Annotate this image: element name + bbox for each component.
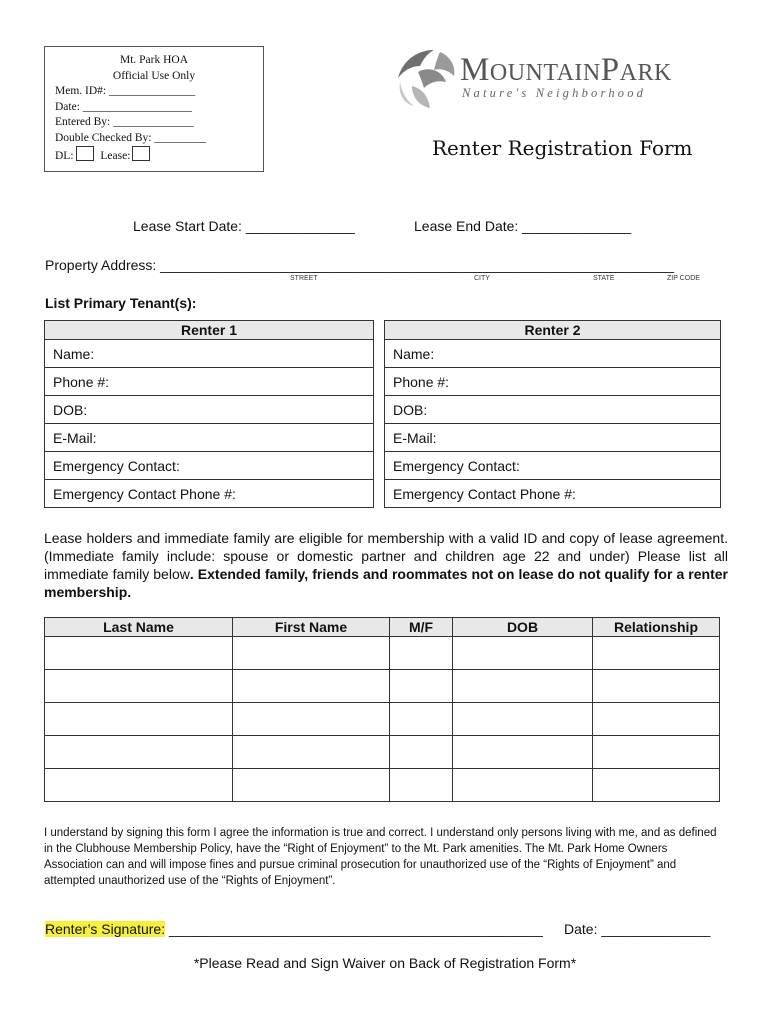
city-caption: CITY — [474, 275, 490, 282]
family-cell[interactable] — [45, 736, 233, 769]
renter-row — [385, 368, 721, 396]
family-cell[interactable] — [453, 769, 593, 802]
family-row — [45, 637, 720, 670]
renter-1-field[interactable]: Phone #: — [45, 368, 374, 396]
signature-row — [45, 921, 543, 937]
family-cell[interactable] — [233, 670, 390, 703]
signature-line[interactable]: ________________________________________________ — [165, 921, 543, 937]
renter-row — [385, 396, 721, 424]
renter-2-field[interactable]: Phone #: — [385, 368, 721, 396]
family-cell[interactable] — [233, 769, 390, 802]
family-cell[interactable] — [45, 637, 233, 670]
family-cell[interactable] — [593, 703, 720, 736]
family-row — [45, 736, 720, 769]
family-cell[interactable] — [453, 637, 593, 670]
renter-1-field[interactable]: Emergency Contact Phone #: — [45, 480, 374, 508]
family-row — [45, 670, 720, 703]
dl-label: DL: — [55, 150, 74, 162]
member-id-field[interactable]: Mem. ID#: _______________ — [55, 85, 196, 97]
family-cell[interactable] — [390, 736, 453, 769]
renter-row — [45, 340, 374, 368]
state-caption: STATE — [593, 275, 615, 282]
renter-row — [385, 340, 721, 368]
family-row — [45, 703, 720, 736]
family-cell[interactable] — [233, 637, 390, 670]
renter-2-field[interactable]: Emergency Contact Phone #: — [385, 480, 721, 508]
renter-1-table — [44, 320, 374, 508]
family-cell[interactable] — [593, 736, 720, 769]
mountain-logo-icon — [394, 48, 458, 114]
eligibility-paragraph — [44, 529, 728, 601]
renter-row — [45, 424, 374, 452]
eligibility-text: Lease holders and immediate family are eligible for membership with a valid ID and copy of lease agreement. (Immediate family include: spouse or domestic partner and children age 22 and under) Please list all immediate family below — [44, 530, 728, 582]
family-cell[interactable] — [45, 670, 233, 703]
dl-checkbox[interactable] — [76, 146, 94, 161]
lease-label: Lease: — [100, 150, 131, 162]
family-cell[interactable] — [453, 670, 593, 703]
family-cell[interactable] — [593, 637, 720, 670]
dl-lease-row — [55, 146, 263, 165]
renter-1-field[interactable]: DOB: — [45, 396, 374, 424]
family-row — [45, 769, 720, 802]
official-title: Mt. Park HOA — [119, 54, 189, 66]
family-cell[interactable] — [233, 703, 390, 736]
zip-caption: ZIP CODE — [667, 275, 700, 282]
renter-2-field[interactable]: DOB: — [385, 396, 721, 424]
official-date-field[interactable]: Date: ___________________ — [55, 100, 193, 113]
renter-row — [45, 452, 374, 480]
entered-by-field[interactable]: Entered By: ______________ — [55, 116, 194, 128]
family-column-header: Relationship — [593, 618, 720, 637]
street-caption: STREET — [290, 275, 318, 282]
official-subtitle: Official Use Only — [112, 69, 196, 82]
official-use-box — [44, 46, 264, 172]
renter-2-header: Renter 2 — [385, 321, 721, 340]
agreement-text: I understand by signing this form I agree the information is true and correct. I understand only persons living with me, and as defined in the Clubhouse Membership Policy, have the “Right of Enjoyment” to the Mt. Park amenities. The Mt. Park Home Owners Association can and will impose fines and pursue criminal prosecution for unauthorized use of the “Rights of Enjoyment” and attempted unauthorized use of the “Rights of Enjoyment”. — [44, 827, 717, 887]
form-title: Renter Registration Form — [432, 136, 693, 160]
family-cell[interactable] — [390, 637, 453, 670]
family-cell[interactable] — [390, 703, 453, 736]
family-cell[interactable] — [593, 670, 720, 703]
signature-label: Renter’s Signature: — [45, 921, 166, 937]
renter-1-field[interactable]: Emergency Contact: — [45, 452, 374, 480]
renter-2-field[interactable]: Emergency Contact: — [385, 452, 721, 480]
family-column-header: First Name — [233, 618, 390, 637]
family-cell[interactable] — [233, 736, 390, 769]
renter-row — [45, 368, 374, 396]
renter-1-header: Renter 1 — [45, 321, 374, 340]
brand-tagline: Nature's Neighborhood — [462, 86, 647, 100]
family-cell[interactable] — [453, 703, 593, 736]
renter-1-field[interactable]: Name: — [45, 340, 374, 368]
family-column-header: M/F — [390, 618, 453, 637]
renter-row — [385, 452, 721, 480]
double-checked-field[interactable]: Double Checked By: _________ — [55, 131, 207, 144]
family-column-header: DOB — [453, 618, 593, 637]
renter-2-table — [384, 320, 721, 508]
waiver-footer: *Please Read and Sign Waiver on Back of Registration Form* — [193, 955, 577, 971]
renter-row — [45, 480, 374, 508]
property-address-field[interactable]: Property Address: __________________________________________________________________ — [45, 257, 675, 273]
tenants-heading: List Primary Tenant(s): — [45, 295, 197, 311]
family-cell[interactable] — [453, 736, 593, 769]
renter-row — [385, 424, 721, 452]
family-cell[interactable] — [390, 670, 453, 703]
renter-2-field[interactable]: E-Mail: — [385, 424, 721, 452]
signature-date-field[interactable]: Date: ______________ — [564, 921, 711, 937]
lease-end-date-field[interactable]: Lease End Date: ______________ — [414, 218, 632, 234]
renter-2-field[interactable]: Name: — [385, 340, 721, 368]
family-cell[interactable] — [593, 769, 720, 802]
family-cell[interactable] — [45, 703, 233, 736]
family-cell[interactable] — [390, 769, 453, 802]
renter-row — [385, 480, 721, 508]
family-column-header: Last Name — [45, 618, 233, 637]
lease-checkbox[interactable] — [132, 146, 150, 161]
eligibility-bold-text: . Extended family, friends and roommates not on lease do not qualify for a renter membership. — [44, 566, 728, 600]
renter-1-field[interactable]: E-Mail: — [45, 424, 374, 452]
lease-start-date-field[interactable]: Lease Start Date: ______________ — [133, 218, 355, 234]
renter-row — [45, 396, 374, 424]
family-table — [44, 617, 720, 802]
family-cell[interactable] — [45, 769, 233, 802]
family-header-row — [45, 618, 720, 637]
brand-name: MOUNTAINPARK — [460, 52, 672, 88]
mountain-park-logo — [394, 46, 734, 116]
